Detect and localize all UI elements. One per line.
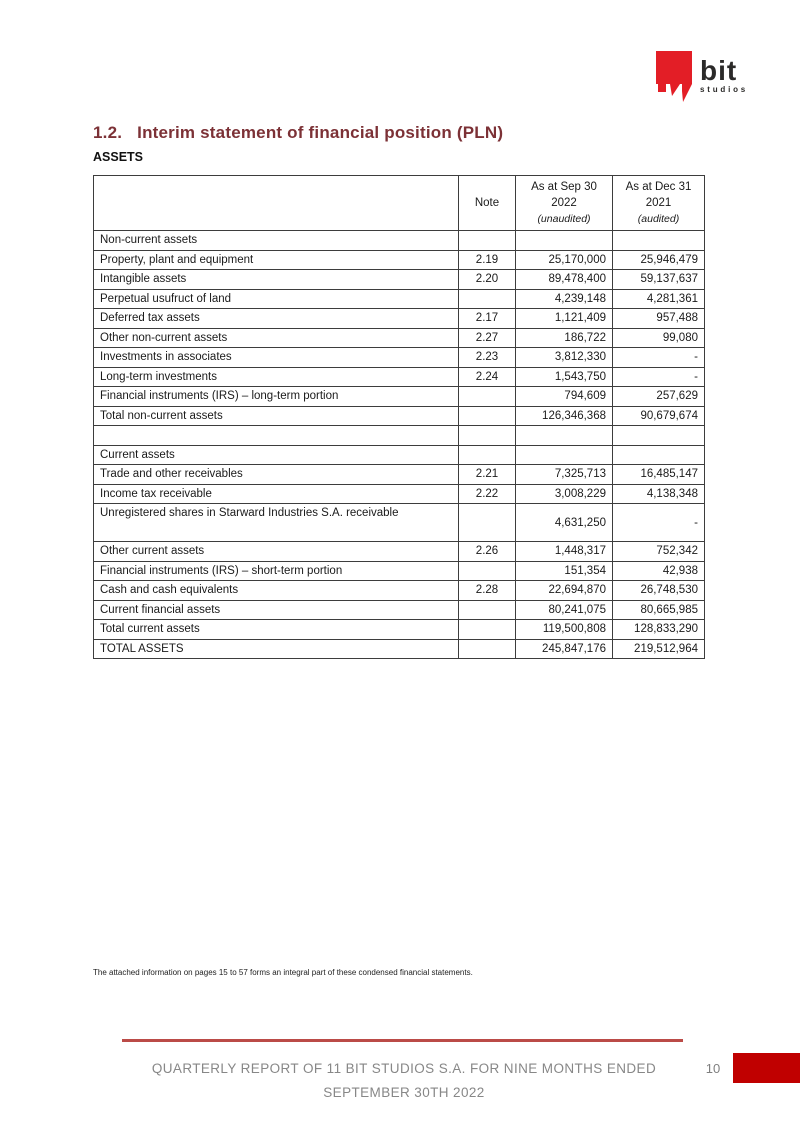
section-heading — [93, 123, 503, 143]
row-value-2021: 90,679,674 — [613, 406, 705, 426]
row-label: Current financial assets — [94, 600, 459, 620]
row-value-2021: - — [613, 504, 705, 542]
row-label: Other current assets — [94, 542, 459, 562]
row-label: TOTAL ASSETS — [94, 639, 459, 659]
row-value-2022: 126,346,368 — [516, 406, 613, 426]
row-note: 2.23 — [459, 348, 516, 368]
row-label: Investments in associates — [94, 348, 459, 368]
table-row — [94, 309, 705, 329]
table-row — [94, 639, 705, 659]
row-label: Total non-current assets — [94, 406, 459, 426]
row-value-2022 — [516, 231, 613, 251]
page-number: 10 — [705, 1061, 721, 1076]
table-row — [94, 600, 705, 620]
row-value-2021: 257,629 — [613, 387, 705, 407]
table-row — [94, 367, 705, 387]
row-value-2021: 25,946,479 — [613, 250, 705, 270]
logo-bit-label: bit — [700, 55, 738, 86]
footer-title-line1: QUARTERLY REPORT OF 11 BIT STUDIOS S.A. FOR NINE MONTHS ENDED — [151, 1061, 657, 1076]
financial-position-table — [93, 175, 705, 659]
assets-label: ASSETS — [93, 150, 144, 164]
section-number: 1.2. — [93, 123, 123, 142]
table-row — [94, 484, 705, 504]
row-note: 2.22 — [459, 484, 516, 504]
row-note: 2.20 — [459, 270, 516, 290]
row-note: 2.26 — [459, 542, 516, 562]
table-row — [94, 231, 705, 251]
row-label: Total current assets — [94, 620, 459, 640]
row-value-2021 — [613, 426, 705, 446]
row-note: 2.24 — [459, 367, 516, 387]
row-note: 2.21 — [459, 465, 516, 485]
row-value-2021: 219,512,964 — [613, 639, 705, 659]
row-value-2022: 4,631,250 — [516, 504, 613, 542]
table-row — [94, 289, 705, 309]
row-label: Financial instruments (IRS) – long-term portion — [94, 387, 459, 407]
table-row — [94, 348, 705, 368]
row-value-2022 — [516, 426, 613, 446]
row-value-2021: 957,488 — [613, 309, 705, 329]
row-value-2022: 3,008,229 — [516, 484, 613, 504]
row-note — [459, 406, 516, 426]
row-note: 2.19 — [459, 250, 516, 270]
row-note — [459, 600, 516, 620]
table-row — [94, 620, 705, 640]
row-value-2021: 4,138,348 — [613, 484, 705, 504]
row-value-2021: - — [613, 348, 705, 368]
row-value-2022: 22,694,870 — [516, 581, 613, 601]
header-dec-2021: As at Dec 31 2021 (audited) — [613, 176, 705, 231]
table-row — [94, 426, 705, 446]
table-header-row — [94, 176, 705, 231]
logo-text — [700, 55, 749, 94]
table-row — [94, 465, 705, 485]
row-value-2021 — [613, 445, 705, 465]
table-row — [94, 445, 705, 465]
row-note — [459, 620, 516, 640]
row-note — [459, 426, 516, 446]
row-value-2021: 80,665,985 — [613, 600, 705, 620]
row-value-2021: 42,938 — [613, 561, 705, 581]
table-row — [94, 387, 705, 407]
row-label — [94, 426, 459, 446]
row-note — [459, 231, 516, 251]
row-value-2021: 99,080 — [613, 328, 705, 348]
row-value-2022: 186,722 — [516, 328, 613, 348]
row-label: Non-current assets — [94, 231, 459, 251]
row-label: Trade and other receivables — [94, 465, 459, 485]
row-label: Long-term investments — [94, 367, 459, 387]
row-note — [459, 504, 516, 542]
row-value-2022: 1,448,317 — [516, 542, 613, 562]
row-value-2022: 7,325,713 — [516, 465, 613, 485]
row-label: Intangible assets — [94, 270, 459, 290]
row-label: Cash and cash equivalents — [94, 581, 459, 601]
table-row — [94, 581, 705, 601]
row-label: Income tax receivable — [94, 484, 459, 504]
row-value-2022: 794,609 — [516, 387, 613, 407]
row-value-2022: 119,500,808 — [516, 620, 613, 640]
row-value-2021: 26,748,530 — [613, 581, 705, 601]
table-row — [94, 561, 705, 581]
table-row — [94, 328, 705, 348]
row-value-2021: 128,833,290 — [613, 620, 705, 640]
row-label: Other non-current assets — [94, 328, 459, 348]
row-value-2022: 89,478,400 — [516, 270, 613, 290]
row-value-2022: 1,543,750 — [516, 367, 613, 387]
row-label: Financial instruments (IRS) – short-term portion — [94, 561, 459, 581]
header-sep-2022: As at Sep 30 2022 (unaudited) — [516, 176, 613, 231]
company-logo — [655, 50, 748, 102]
row-value-2021: - — [613, 367, 705, 387]
row-note: 2.27 — [459, 328, 516, 348]
table-row — [94, 542, 705, 562]
row-label: Perpetual usufruct of land — [94, 289, 459, 309]
row-value-2021: 16,485,147 — [613, 465, 705, 485]
table-row — [94, 250, 705, 270]
footer-divider-line — [122, 1039, 683, 1042]
row-note: 2.17 — [459, 309, 516, 329]
attached-information-note: The attached information on pages 15 to 57 forms an integral part of these condensed financial statements. — [93, 968, 473, 977]
row-label: Unregistered shares in Starward Industries S.A. receivable — [94, 504, 459, 542]
row-value-2022: 1,121,409 — [516, 309, 613, 329]
row-value-2021: 59,137,637 — [613, 270, 705, 290]
table-row — [94, 504, 705, 542]
row-value-2022: 245,847,176 — [516, 639, 613, 659]
row-value-2022: 3,812,330 — [516, 348, 613, 368]
row-note — [459, 387, 516, 407]
footer-report-title — [96, 1057, 712, 1105]
row-note — [459, 289, 516, 309]
row-note — [459, 561, 516, 581]
row-label: Property, plant and equipment — [94, 250, 459, 270]
row-label: Deferred tax assets — [94, 309, 459, 329]
table-row — [94, 270, 705, 290]
11bit-logo-mark-icon — [655, 50, 695, 102]
row-value-2022: 25,170,000 — [516, 250, 613, 270]
row-value-2021: 4,281,361 — [613, 289, 705, 309]
header-description — [94, 176, 459, 231]
row-value-2022: 4,239,148 — [516, 289, 613, 309]
row-value-2022: 151,354 — [516, 561, 613, 581]
row-value-2021: 752,342 — [613, 542, 705, 562]
footer-title-line2: SEPTEMBER 30TH 2022 — [323, 1085, 485, 1100]
row-label: Current assets — [94, 445, 459, 465]
row-value-2021 — [613, 231, 705, 251]
row-note — [459, 445, 516, 465]
row-value-2022 — [516, 445, 613, 465]
row-value-2022: 80,241,075 — [516, 600, 613, 620]
footer-red-block — [733, 1053, 800, 1083]
row-note: 2.28 — [459, 581, 516, 601]
section-title: Interim statement of financial position (PLN) — [137, 123, 504, 142]
header-note: Note — [459, 176, 516, 231]
table-row — [94, 406, 705, 426]
logo-studios-label: studios — [700, 85, 749, 94]
row-note — [459, 639, 516, 659]
